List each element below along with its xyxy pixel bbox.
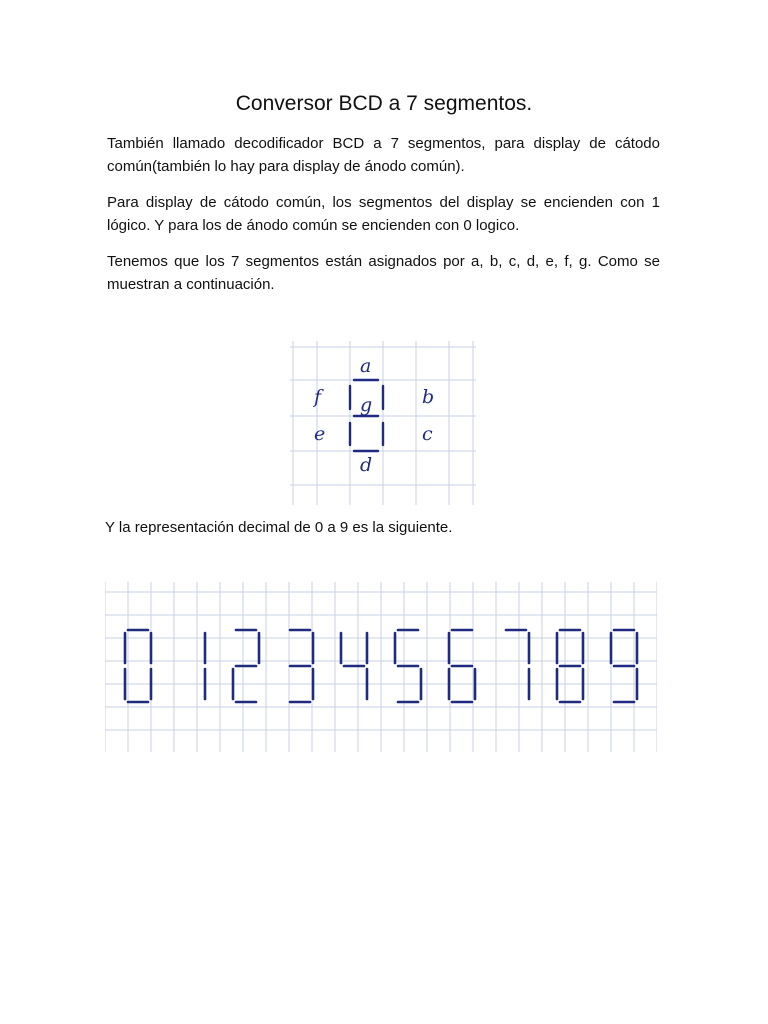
label-e: e bbox=[314, 423, 326, 445]
label-f: f bbox=[314, 386, 322, 408]
label-c: c bbox=[422, 423, 433, 445]
label-b: b bbox=[422, 386, 435, 408]
digit-3 bbox=[290, 630, 313, 702]
document-title: Conversor BCD a 7 segmentos. bbox=[235, 92, 533, 115]
digits-figure bbox=[105, 582, 657, 752]
digit-2 bbox=[233, 630, 259, 702]
paragraph-cathode-anode: Para display de cátodo común, los segmentos del display se encienden con 1 lógico. Y para los de ánodo común se encienden con 0 logico. bbox=[107, 194, 660, 234]
digit-0 bbox=[125, 630, 151, 702]
digit-6 bbox=[449, 630, 475, 702]
segment-labels-figure bbox=[290, 341, 476, 505]
digit-4 bbox=[341, 633, 367, 699]
paragraph-segments: Tenemos que los 7 segmentos están asignados por a, b, c, d, e, f, g. Como se muestran a continuación. bbox=[107, 253, 660, 293]
paragraph-decimal: Y la representación decimal de 0 a 9 es la siguiente. bbox=[105, 519, 453, 536]
digit-9 bbox=[611, 630, 637, 702]
digit-8 bbox=[557, 630, 583, 702]
label-a: a bbox=[360, 355, 372, 377]
paragraph-intro: También llamado decodificador BCD a 7 segmentos, para display de cátodo común(también lo hay para display de ánodo común). bbox=[107, 135, 660, 175]
label-g: g bbox=[360, 394, 373, 416]
digit-7 bbox=[506, 630, 529, 699]
digit-5 bbox=[395, 630, 421, 702]
label-d: d bbox=[360, 454, 373, 476]
